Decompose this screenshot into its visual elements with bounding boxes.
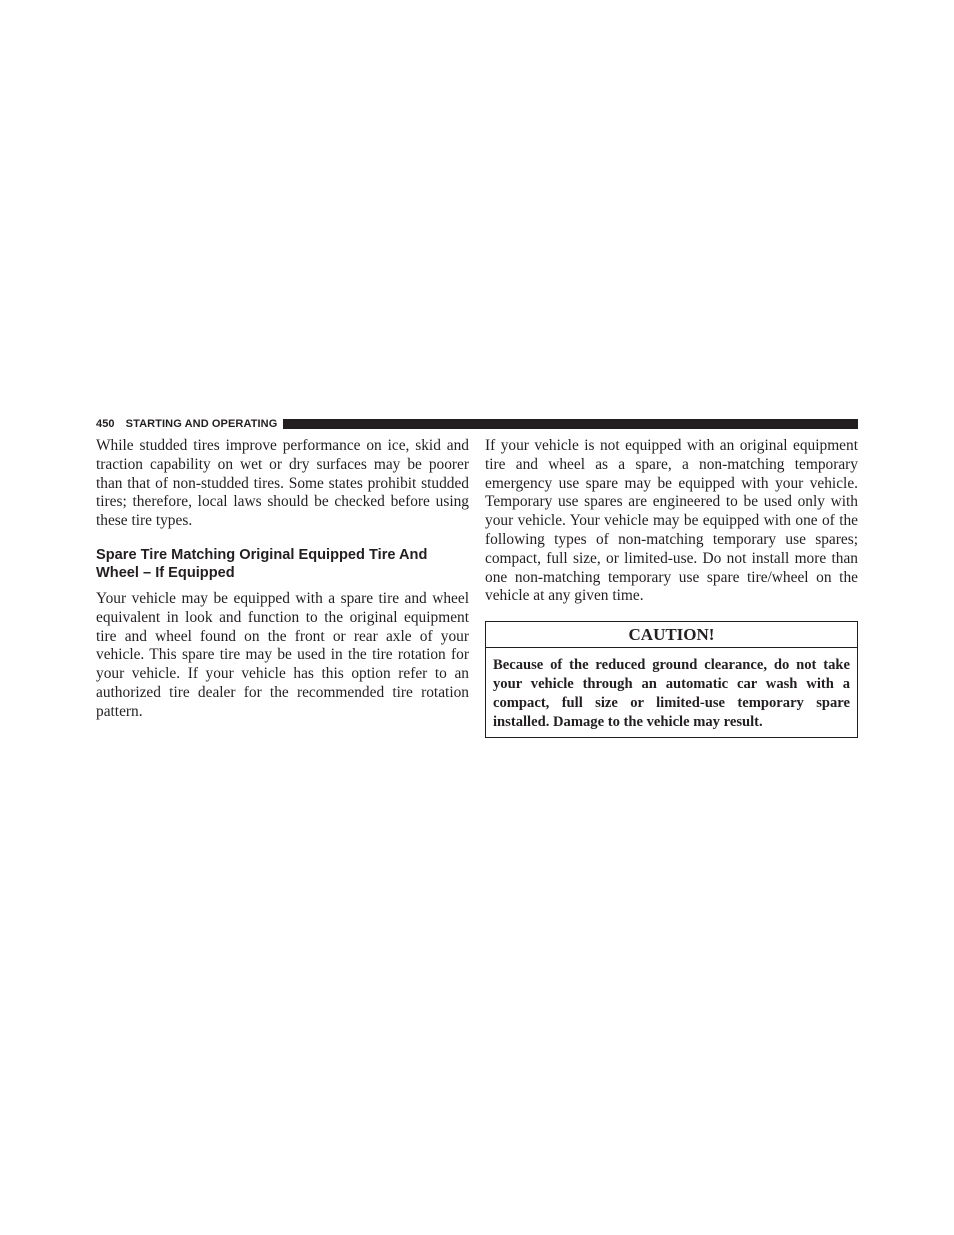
page-header [96, 417, 858, 431]
studded-tires-paragraph: While studded tires improve performance on ice, skid and traction capability on wet or dry surfaces may be poorer than that of non-studded tires. Some states prohibit studded tires; therefore, local laws should be checked before using these tire types. [96, 437, 469, 530]
temporary-spare-paragraph: If your vehicle is not equipped with an original equipment tire and wheel as a spare, a non-matching temporary emergency use spare may be equipped with your vehicle. Temporary use spares are engineered to be used only with your vehicle. Your vehicle may be equipped with one of the following types of non-matching temporary use spares; compact, full size, or limited-use. Do not install more than one non-matching temporary use spare tire/wheel on the vehicle at any given time. [485, 437, 858, 605]
spare-tire-paragraph: Your vehicle may be equipped with a spare tire and wheel equivalent in look and function to the original equipment tire and wheel found on the front or rear axle of your vehicle. This spare tire may be used in the tire rotation for your vehicle. If your vehicle has this option refer to an authorized tire dealer for the recommended tire rotation pattern. [96, 589, 469, 720]
header-rule [283, 419, 858, 429]
caution-title: CAUTION! [486, 622, 857, 648]
caution-text: Because of the reduced ground clearance, do not take your vehicle through an automatic car wash with a compact, full size or limited-use temporary spare installed. Damage to the vehicle may result. [493, 657, 850, 730]
section-title: STARTING AND OPERATING [125, 418, 278, 430]
caution-box [485, 621, 858, 738]
right-column [485, 437, 858, 738]
left-column [96, 437, 469, 722]
spare-tire-heading: Spare Tire Matching Original Equipped Tire And Wheel – If Equipped [96, 546, 428, 581]
page-number: 450 [96, 418, 115, 430]
